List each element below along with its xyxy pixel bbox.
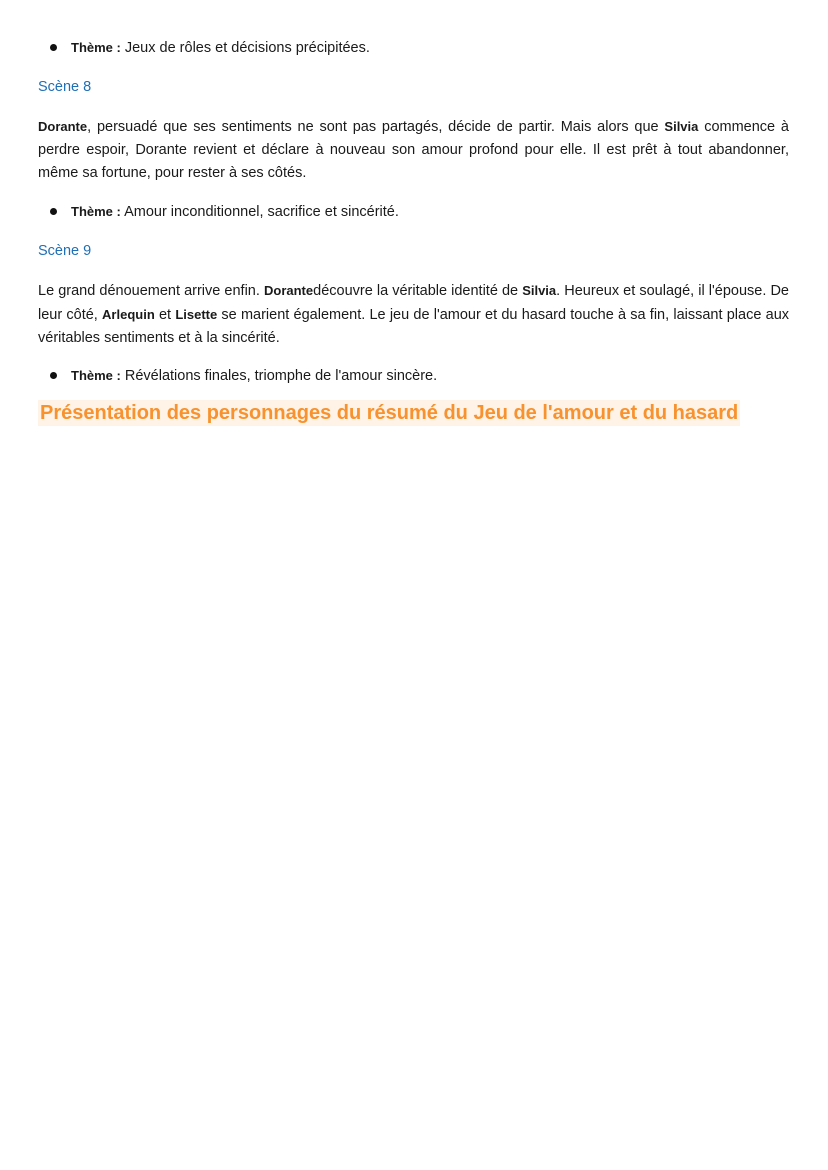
theme-label: Thème : [71, 40, 121, 55]
character-name: Lisette [175, 307, 218, 322]
paragraph-text: commence à perdre espoir, Dorante revient et déclare à nouveau son amour profond pour elle. Il est prêt à tout abandonner, même sa fortune, pour rester à ses côtés. [38, 119, 789, 181]
theme-label: Thème : [71, 368, 121, 383]
theme-text: Amour inconditionnel, sacrifice et sincérité. [120, 204, 399, 220]
paragraph-text: se marient également. Le jeu de l'amour et du hasard touche à sa fin, laissant place aux véritables sentiments et à la sincérité. [38, 307, 790, 346]
section-title: Présentation des personnages du résumé du Jeu de l'amour et du hasard [40, 402, 739, 424]
theme-bullet-2 [50, 202, 399, 222]
theme-label: Thème : [71, 204, 121, 219]
theme-bullet-3 [50, 366, 437, 386]
bullet-icon [50, 44, 57, 51]
paragraph-text: . Heureux et soulagé, il l'épouse. De leur côté, [38, 283, 789, 323]
bullet-icon [50, 372, 57, 379]
scene-8-paragraph [38, 115, 789, 185]
scene-8-heading: Scène 8 [38, 79, 92, 95]
scene-9-paragraph [38, 279, 789, 350]
theme-text: Jeux de rôles et décisions précipitées. [120, 40, 370, 56]
character-name: Silvia [522, 283, 557, 298]
character-name: Arlequin [102, 307, 155, 322]
paragraph-text: découvre la véritable identité de [313, 283, 523, 299]
paragraph-text: et [154, 307, 176, 323]
character-name: Silvia [664, 119, 699, 134]
theme-bullet-1 [50, 38, 370, 58]
bullet-icon [50, 208, 57, 215]
theme-text: Révélations finales, triomphe de l'amour sincère. [120, 368, 438, 384]
scene-9-heading: Scène 9 [38, 243, 92, 259]
character-name: Dorante [264, 283, 314, 298]
paragraph-text: Le grand dénouement arrive enfin. [38, 283, 264, 299]
paragraph-text: , persuadé que ses sentiments ne sont pas partagés, décide de partir. Mais alors que [87, 119, 665, 135]
character-name: Dorante [38, 119, 88, 134]
